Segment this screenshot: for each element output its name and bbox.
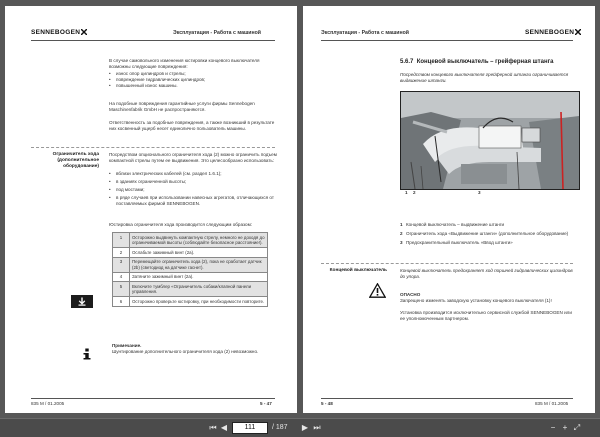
step-text: Осторожно выдвинуть компактную стрелу, немного не доходя до ограничиваемой высоты (соблюдайте безопасное расстояние!). — [130, 233, 268, 248]
logo-text: SENNEBOGEN — [525, 29, 575, 36]
table-row — [113, 297, 268, 307]
section-divider — [321, 263, 573, 264]
section-intro: Посредством концевого выключателя грейферной штанги ограничивается выдвижение штанги. — [400, 72, 569, 83]
page-number: 5 - 48 — [321, 401, 333, 406]
side-text: Концевой выключатель предохраняет ход поршней гидравлических цилиндров до упора. — [400, 268, 573, 279]
header-divider — [321, 40, 573, 41]
section-title: Концевой выключатель – грейферная штанга — [416, 59, 554, 65]
use-list — [109, 171, 277, 207]
total-pages: / 187 — [272, 424, 288, 431]
danger-title: ОПАСНО — [400, 292, 421, 297]
danger-line: Запрещено изменять заводскую установку концевого выключателя (1)! — [400, 298, 552, 303]
brand-logo — [525, 29, 581, 36]
step-number: 5 — [113, 282, 130, 297]
fit-page-icon[interactable]: ⤢ — [573, 423, 581, 432]
photo-callout: 3 — [478, 190, 481, 195]
step-text: Включите тумблер «Ограничитель собаки/клапной панели управления. — [130, 282, 268, 297]
logo-mark-icon — [81, 29, 87, 35]
list-item: • в ряде случаев при использовании навесных агрегатов, отличающихся от поставляемых фирмой SENNEBOGEN. — [109, 195, 277, 207]
step-number: 2 — [113, 248, 130, 258]
legend-number: 2 — [400, 231, 403, 236]
responsibility-note: Ответственность за подобные повреждения, а также возникший в результате них косвенный ущерб несет единолично пользователь машины. — [109, 120, 275, 131]
legend-text: Концевой выключатель – выдвижение штанги — [406, 222, 505, 227]
list-item: • вблизи электрических кабелей (см. раздел 1.6.1); — [109, 171, 277, 177]
note-text: Шунтирование дополнительного ограничителя хода (2) невозможно. — [112, 349, 259, 354]
table-row — [113, 248, 268, 258]
table-row — [113, 233, 268, 248]
page-header-title: Эксплуатация - Работа с машиной — [321, 30, 409, 36]
warranty-note: На подобные повреждения гарантийные услуги фирмы Sennebogen Maschinenfabrik GmbH не распространяются. — [109, 101, 255, 112]
right-page — [303, 6, 595, 413]
step-number: 6 — [113, 297, 130, 307]
info-icon — [81, 347, 93, 365]
legend-number: 3 — [400, 240, 403, 245]
section-divider — [31, 147, 275, 148]
brand-logo — [31, 29, 87, 36]
warning-icon — [369, 283, 386, 303]
legend-number: 1 — [400, 222, 403, 227]
danger-line: Установка производится исключительно сервисной службой SENNEBOGEN или ее уполномоченным партнером. — [400, 310, 572, 321]
step-text: Осторожно проверьте юстировку, при необходимости повторите. — [130, 297, 268, 307]
first-page-icon[interactable]: ⏮ — [209, 423, 217, 432]
table-row — [113, 272, 268, 282]
page-header-title: Эксплуатация - Работа с машиной — [173, 30, 261, 36]
zoom-in-icon[interactable]: + — [562, 423, 568, 432]
footer-doc-code: 835 M / 01.2005 — [535, 401, 569, 406]
legend-text: Ограничитель хода «Выдвижение штанги» (дополнительное оборудование) — [406, 231, 569, 236]
previous-page-icon[interactable]: ◀ — [220, 423, 228, 432]
footer-divider — [321, 398, 573, 399]
photo-legend — [400, 222, 580, 246]
legend-item — [400, 222, 580, 228]
table-row — [113, 282, 268, 297]
damage-list — [109, 71, 279, 89]
logo-text: SENNEBOGEN — [31, 29, 81, 36]
section-label: Ограничитель хода (дополнительное оборудование) — [52, 152, 99, 169]
step-number: 1 — [113, 233, 130, 248]
left-page — [5, 6, 297, 413]
page-number-input[interactable]: 111 — [232, 422, 268, 434]
step-number: 4 — [113, 272, 130, 282]
footer-doc-code: 835 M / 01.2005 — [31, 401, 65, 406]
next-page-icon[interactable]: ▶ — [301, 423, 309, 432]
section-heading — [400, 59, 553, 65]
list-item: • повышенный износ машины. — [109, 83, 279, 89]
switch-symbol-icon — [71, 295, 93, 308]
photo-callout: 2 — [413, 190, 416, 195]
intro-paragraph: В случае самовольного изменения юстировки концевого выключателя возможны следующие повреждения: — [109, 58, 260, 69]
legend-text: Предохранительный выключатель «Ввод штанги» — [406, 240, 513, 245]
header-divider — [31, 40, 275, 41]
table-row — [113, 257, 268, 272]
logo-mark-icon — [575, 29, 581, 35]
footer-divider — [31, 398, 275, 399]
list-item: • износ опор цилиндров и стрелы; — [109, 71, 279, 77]
list-item: • в зданиях ограниченной высоты; — [109, 179, 277, 185]
machine-photo — [400, 91, 580, 190]
viewer-toolbar — [0, 418, 600, 437]
step-text: Перемещайте ограничитель хода (2), пока не сработает датчик (2b) (светодиод на датчике гаснет). — [130, 257, 268, 272]
list-item: • повреждение гидравлических цилиндров; — [109, 77, 279, 83]
section-number: 5.6.7 — [400, 59, 414, 65]
step-number: 3 — [113, 257, 130, 272]
step-text: Затяните зажимный винт (2a). — [130, 272, 268, 282]
zoom-out-icon[interactable]: − — [550, 423, 556, 432]
section-intro: Посредством опционального ограничителя хода (2) можно ограничить подъем компактной стрелы путем ее выдвижения. Это целесообразно использовать: — [109, 152, 277, 163]
legend-item — [400, 231, 580, 237]
legend-item — [400, 240, 580, 246]
adjust-intro: Юстировка ограничителя хода производится следующим образом: — [109, 222, 253, 227]
last-page-icon[interactable]: ⏭ — [313, 423, 321, 432]
list-item: • под мостами; — [109, 187, 277, 193]
photo-callout: 1 — [405, 190, 408, 195]
page-number: 5 - 47 — [260, 401, 272, 406]
step-text: Ослабьте зажимный винт (2a). — [130, 248, 268, 258]
side-label: Концевой выключатель — [329, 268, 387, 273]
adjust-steps-table — [112, 232, 268, 307]
note-title: Примечание. — [112, 343, 142, 348]
